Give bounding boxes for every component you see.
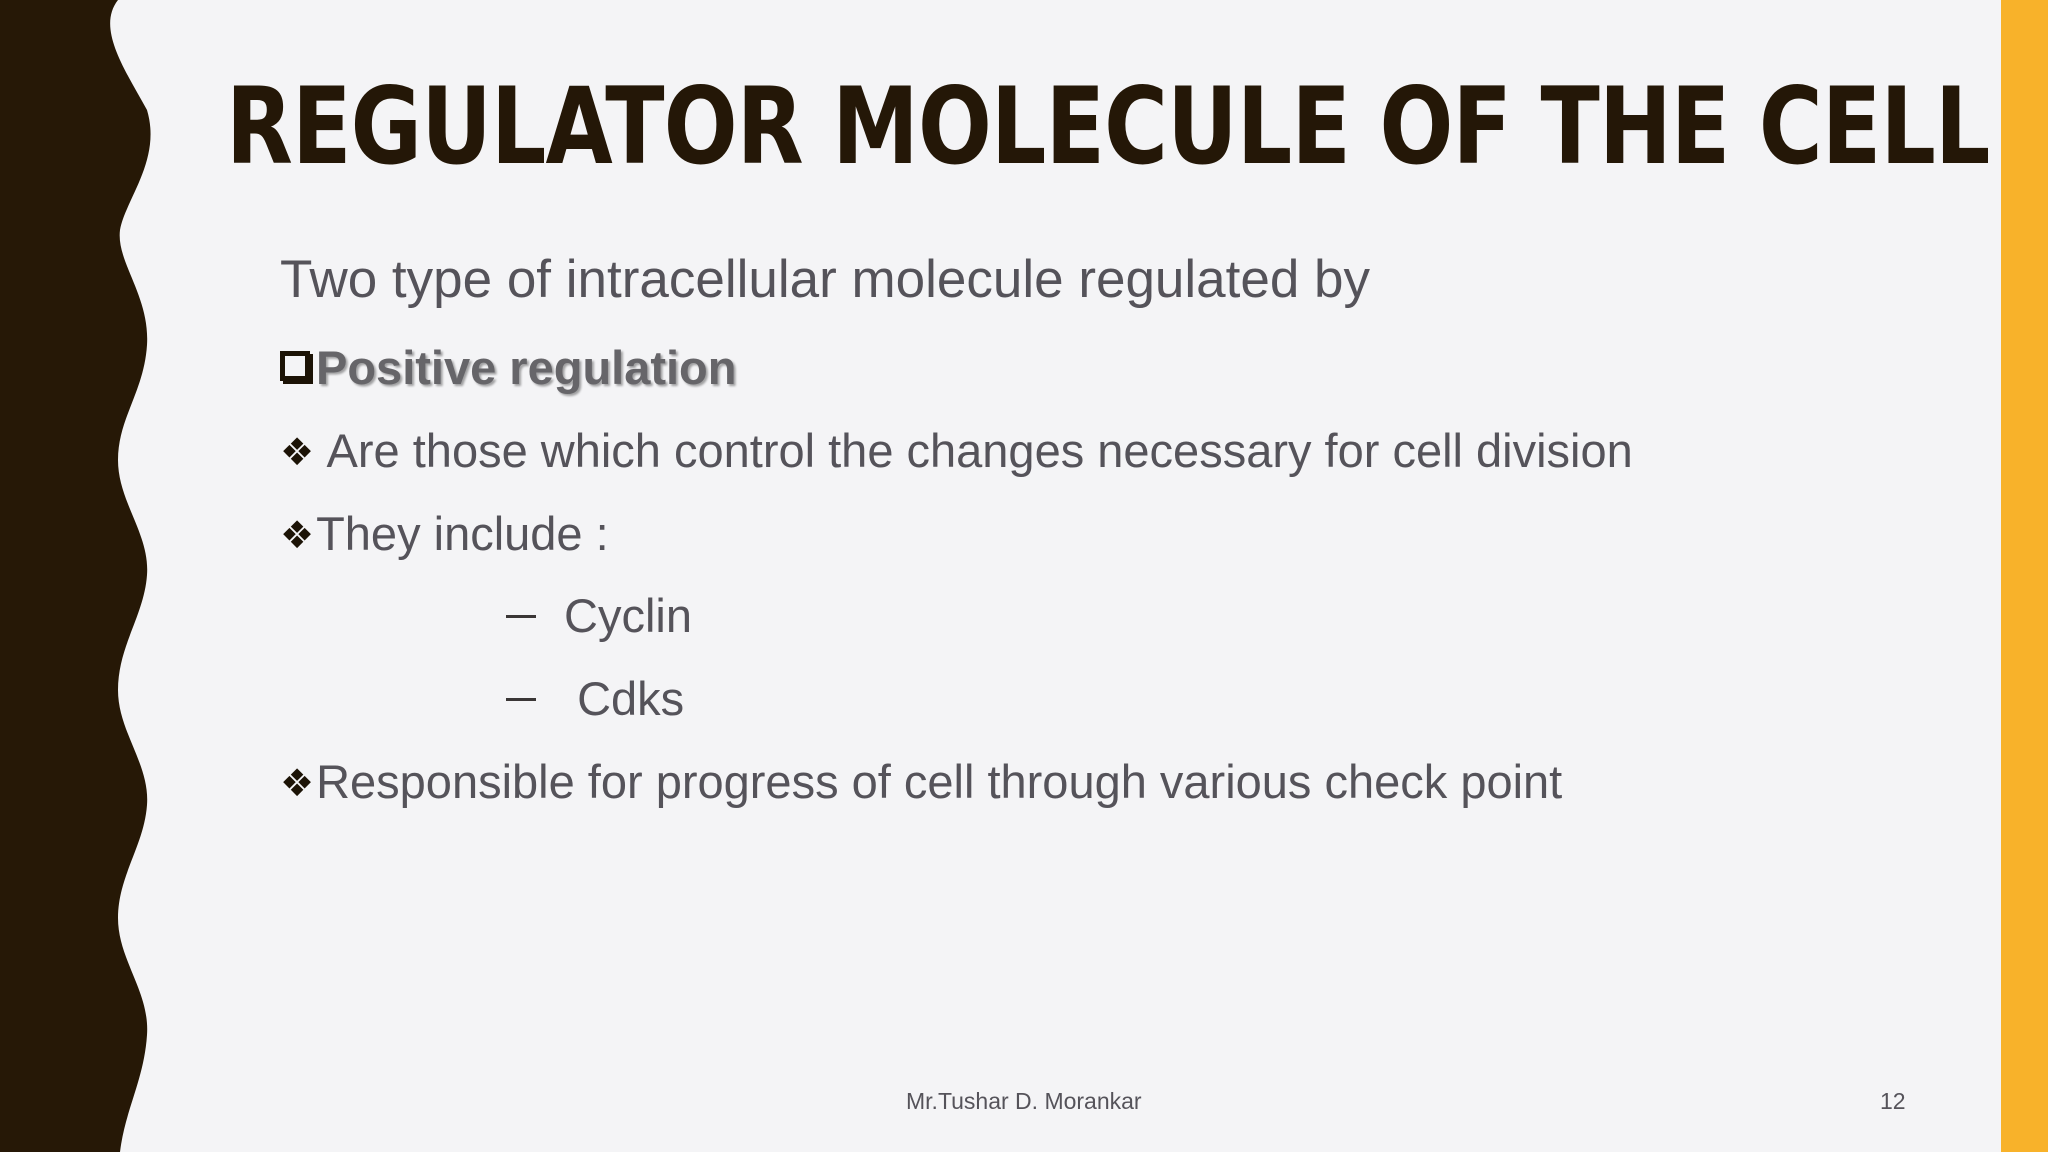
bullet-item [280,421,1633,482]
dash-marker [506,698,536,701]
dash-marker [506,615,536,618]
slide-title: REGULATOR MOLECULE OF THE CELL [226,65,1990,188]
sub-item [506,669,684,729]
heading-label: Positive regulation [316,341,737,394]
sub-item-text: Cdks [577,672,685,725]
sub-item-text: Cyclin [564,589,692,642]
bullet-item [280,504,609,565]
bullet-text: Responsible for progress of cell through various check point [316,755,1563,808]
four-diamond-icon: ❖ [280,513,315,557]
checkbox-square-icon [280,351,310,381]
four-diamond-icon: ❖ [280,761,315,805]
footer-author: Mr.Tushar D. Morankar [906,1088,1142,1114]
bullet-text: Are those which control the changes necessary for cell division [326,424,1633,477]
page-number: 12 [1880,1088,1906,1114]
left-wave-band [0,0,160,1152]
right-accent-bar [2001,0,2048,1152]
sub-item [506,586,692,646]
bullet-item [280,752,1562,813]
intro-text: Two type of intracellular molecule regulated by [280,250,1371,309]
bullet-text: They include : [316,507,609,560]
four-diamond-icon: ❖ [280,430,315,474]
positive-regulation-heading [280,338,736,398]
